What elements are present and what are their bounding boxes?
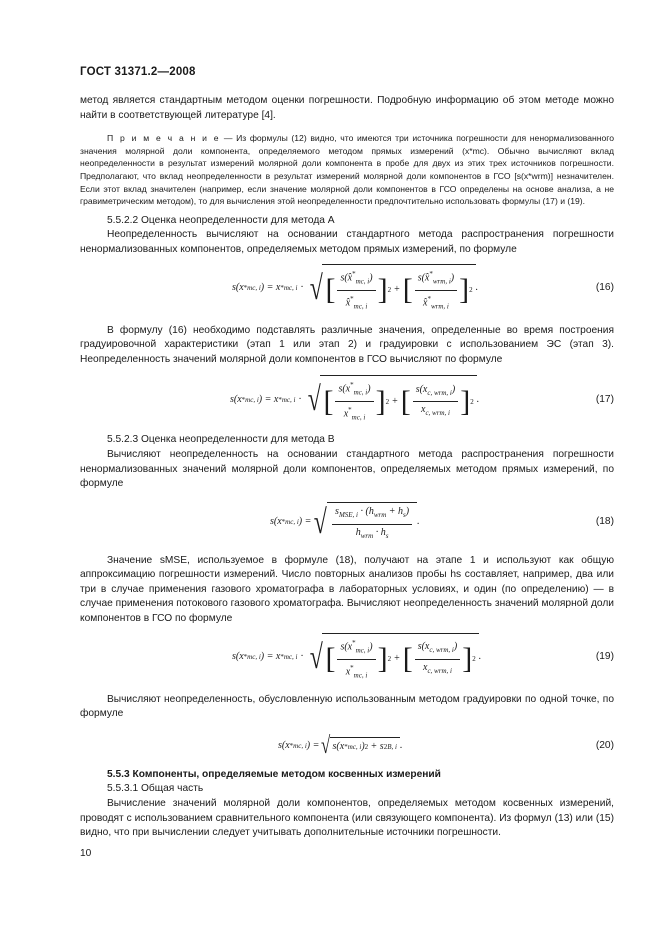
sqrt-symbol: √ [ $\frac{s(x^*_{mc, i})}{x^*_{mc, i}}$ ] 2 + [ $\frac{s(x_{c, wrm, i})}{x_{c, wrm, i}}$ ] 2 [305,375,477,425]
section-title: Общая часть [141,783,204,795]
intro-paragraph: метод является стандартным методом оценки погрешности. Подробную информацию об этом методе можно найти в соответствующей литературе [4]. [80,95,614,121]
formula-18 [80,494,614,552]
section-number: 5.5.3 [107,768,130,780]
document-header: ГОСТ 31371.2—2008 [80,66,196,78]
formula-20-number: (20) [595,739,614,751]
formula-16-body: s(x * mc, i ) = x * mc, i · √ [ $\frac{s(x̂^*_{mc, i})}{x̂^*_{mc, i}}$ ] 2 + [ $\frac{s(x̂^*_{wrm, i})}{x̂^*_{wrm, i}}$ ] 2 . [232,260,478,318]
sqrt-symbol: √ s(x * mc, i ) 2 + s 2 B, i [319,735,400,757]
paragraph-after-16: В формулу (16) необходимо подставлять различные значения, определенные во время построения градуировочной характеристики (этап 1 или этап 2) и градуировки с использованием ЭС (этап 3). Неопределенность значений молярной доли компонентов в ГСО вычисляют по формуле [80,324,614,365]
formula-19 [80,629,614,687]
note-label: П р и м е ч а н и е [107,133,221,144]
formula-20 [80,726,614,766]
section-number: 5.5.2.3 [107,434,139,446]
sqrt-symbol: √ [ $\frac{s(x̂^*_{mc, i})}{x̂^*_{mc, i}}$ ] 2 + [ $\frac{s(x̂^*_{wrm, i})}{x̂^*_{wrm, i}}$ ] 2 [307,264,476,314]
note-text: — Из формулы (12) видно, что имеются три источника погрешности для ненормализованного значения молярной доли компонента, определяемого методом прямых измерений (x*mc). Обычно вычисляют вклад неопределенности в результат измерений молярной доли компонента в пробе для двух из этих трех источников погрешности. Предполагают, что вклад неопределенности в результат измерений молярной доли компонентов в ГСО [s(x*wrm)] незначителен. Если этот вклад значителен (например, если значение молярной доли компонентов в ГСО определены на основе анализа, а не гравиметрическим методом), то для вычисления этой неопределенности предпочтительно использовать формулы (17) и (19). [80,133,614,207]
section-5-5-2-2-text: Неопределенность вычисляют на основании стандартного метода распространения погрешности ненормализованных компонентов, определяемых методом прямых измерений, по формуле [80,229,614,255]
section-5-5-2-3-heading [80,433,614,448]
formula-16 [80,260,614,318]
section-5-5-3-1-heading [80,782,614,797]
section-5-5-2-3-text: Вычисляют неопределенность на основании стандартного метода распространения погрешности ненормализованных значений молярной доли компонентов, определяемых методом прямых измерений, по формуле [80,448,614,490]
section-5-5-2-2-heading [80,214,614,229]
formula-20-body: s(x * mc, i ) = √ s(x * mc, i ) 2 + s 2 B, i . [278,732,403,759]
paragraph-after-19: Вычисляют неопределенность, обусловленную использованным методом градуировки по одной точке, по формуле [80,693,614,720]
note-paragraph [80,132,614,208]
section-5-5-3-1-text: Вычисление значений молярной доли компонентов, определяемых методом косвенных измерений, проводят с использованием сравнительного компонента (или связующего компонента). Из формул (13) или (15) видно, что при вычислении следует учитывать дополнительные источники погрешности. [80,798,614,839]
formula-16-number: (16) [595,282,614,294]
page-number: 10 [80,848,92,859]
paragraph-after-18: Значение sMSE, используемое в формуле (18), получают на этапе 1 и используют как общую аппроксимацию погрешности измерений. Число повторных анализов пробы hs составляет, например, два или три в случае применения газового хроматографа в лабораторных условиях, и один (по определению) — в случае применения потокового газового хроматографа. Вычисляют неопределенность значений молярной доли компонентов в ГСО по формуле [80,554,614,625]
section-number: 5.5.3.1 [107,783,139,795]
formula-18-number: (18) [595,516,614,528]
section-5-5-3-heading [80,768,614,783]
page-content [80,94,614,841]
section-title: Оценка неопределенности для метода А [141,214,335,226]
formula-18-body: s(x * mc, i ) = √ $\frac{s_{MSE, i} \cdot (h_{wrm} + h_s)}{h_{wrm} \cdot h_s}$ . [270,494,420,552]
section-title: Компоненты, определяемые методом косвенных измерений [132,768,441,780]
section-number: 5.5.2.2 [107,214,139,226]
formula-19-body: s(x * mc, i ) = x * mc, i · √ [ $\frac{s(x^*_{mc, i})}{x^*_{mc, i}}$ ] 2 + [ $\frac{s(x_{c, wrm, i})}{x_{c, wrm, i}}$ ] 2 . [232,629,481,687]
sqrt-symbol: √ [ $\frac{s(x^*_{mc, i})}{x^*_{mc, i}}$ ] 2 + [ $\frac{s(x_{c, wrm, i})}{x_{c, wrm, i}}$ ] 2 [307,633,479,683]
formula-17-number: (17) [595,394,614,406]
formula-19-number: (19) [595,651,614,663]
formula-17 [80,371,614,429]
formula-17-body: s(x * mc, i ) = x * mc, i · √ [ $\frac{s(x^*_{mc, i})}{x^*_{mc, i}}$ ] 2 + [ $\frac{s(x_{c, wrm, i})}{x_{c, wrm, i}}$ ] 2 . [230,371,479,429]
sqrt-symbol: √ $\frac{s_{MSE, i} \cdot (h_{wrm} + h_s)}{h_{wrm} \cdot h_s}$ [311,502,417,543]
section-title: Оценка неопределенности для метода В [141,434,335,446]
